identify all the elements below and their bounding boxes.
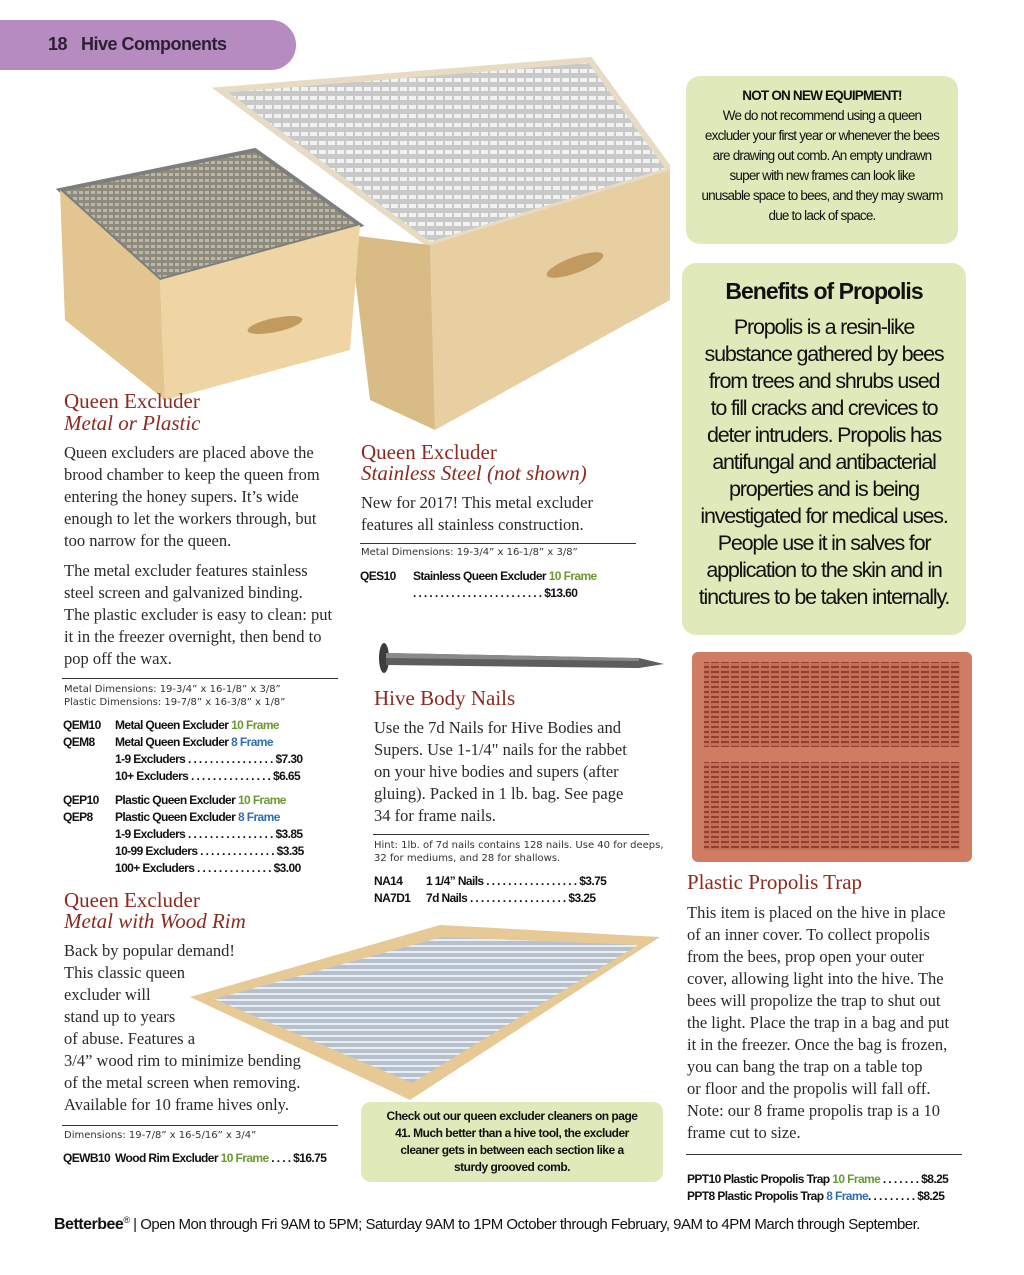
price-line: 10+ Excluders . . . . . . . . . . . . . . . $6.65	[115, 769, 301, 783]
qe-metal-plastic-title: Queen Excluder	[64, 389, 200, 413]
sku-name: Plastic Propolis Trap	[723, 1172, 833, 1186]
section-title: Hive Components	[81, 34, 227, 54]
sku-row	[687, 1188, 948, 1205]
hive-boxes-illustration	[30, 40, 670, 440]
propolis-line: properties and is being	[729, 477, 919, 501]
propolis-line: application to the skin and in	[706, 558, 942, 582]
sku-name: Plastic Propolis Trap	[717, 1189, 827, 1203]
divider	[62, 1125, 338, 1126]
cleaner-note	[363, 1108, 661, 1176]
text-line: features all stainless construction.	[361, 515, 584, 534]
sku-code: PPT10	[687, 1172, 721, 1186]
text-line: stand up to years	[64, 1007, 176, 1026]
text-line: Back by popular demand!	[64, 941, 235, 960]
price-line: 1-9 Excluders . . . . . . . . . . . . . . . . $3.85	[115, 827, 303, 841]
text-line: on your hive bodies and supers (after	[374, 762, 619, 781]
sku-code: QEP10	[63, 793, 99, 807]
sku-row	[360, 585, 597, 602]
notice-title: NOT ON NEW EQUIPMENT!	[742, 88, 902, 103]
text-line: it in the freezer. Once the bag is frozen,	[687, 1035, 948, 1054]
notice-line: super with new frames can look like	[729, 168, 915, 183]
propolis-line: tinctures to be taken internally.	[698, 585, 950, 609]
page-number: 18	[48, 34, 68, 54]
sku-code: QES10	[360, 569, 396, 583]
sku-name: Wood Rim Excluder	[115, 1151, 221, 1165]
sku-row	[63, 734, 303, 751]
text-line: steel screen and galvanized binding.	[64, 583, 303, 602]
propolis-line: investigated for medical uses.	[700, 504, 948, 528]
registered-mark: ®	[123, 1215, 130, 1225]
frame-tag: 10 Frame	[220, 1151, 269, 1165]
sku-name: Metal Queen Excluder	[115, 718, 232, 732]
frame-tag: 10 Frame	[832, 1172, 881, 1186]
sku-row	[374, 873, 606, 890]
notice-line: excluder your first year or whenever the bees	[704, 128, 940, 143]
sku-row	[63, 717, 303, 734]
divider	[62, 678, 338, 679]
store-hours: Open Mon through Fri 9AM to 5PM; Saturday 9AM to 1PM October through February, 9AM to 4PM March through September.	[140, 1216, 920, 1233]
text-line: excluder will	[64, 985, 151, 1004]
sku-row	[63, 768, 303, 785]
text-line: Supers. Use 1-1/4" nails for the rabbet	[374, 740, 627, 759]
trap-title: Plastic Propolis Trap	[687, 870, 863, 894]
divider	[373, 834, 649, 835]
divider	[360, 543, 636, 544]
sku-row	[63, 751, 303, 768]
hint-line: Hint: 1lb. of 7d nails contains 128 nails. Use 40 for deeps,	[374, 840, 664, 851]
frame-tag: 10 Frame	[237, 793, 286, 807]
text-line: Available for 10 frame hives only.	[64, 1095, 289, 1114]
sku-name: 1 1/4” Nails . . . . . . . . . . . . . . . . . $3.75	[426, 874, 607, 888]
sku-code: QEWB10	[63, 1151, 111, 1165]
sku-name: Plastic Queen Excluder	[115, 810, 238, 824]
nails-hint	[374, 839, 664, 865]
notice-line: We do not recommend using a queen	[722, 108, 922, 123]
text-line: or floor and the propolis will fall off.	[687, 1079, 931, 1098]
price-line: 10-99 Excluders . . . . . . . . . . . . . . $3.35	[115, 844, 304, 858]
sku-row	[374, 890, 606, 907]
text-line: brood chamber to keep the queen from	[64, 465, 320, 484]
sku-row	[63, 1150, 326, 1167]
notice-line: unusable space to bees, and they may swarm	[701, 188, 943, 203]
qe-wood-sku	[63, 1150, 326, 1167]
note-line: cleaner gets in between each section like a	[400, 1143, 624, 1157]
price-line: 1-9 Excluders . . . . . . . . . . . . . . . . $7.30	[115, 752, 303, 766]
sku-row	[63, 826, 304, 843]
text-line: frame cut to size.	[687, 1123, 801, 1142]
price-line: . . . . . . . . . $8.25	[868, 1189, 945, 1203]
sku-row	[63, 792, 304, 809]
brand-name: Betterbee	[54, 1216, 124, 1233]
propolis-benefits-text	[684, 314, 964, 611]
qe-stainless-subtitle: Stainless Steel (not shown)	[361, 461, 587, 485]
qe-stainless-sku	[360, 568, 597, 602]
price-line: 100+ Excluders . . . . . . . . . . . . . . $3.00	[115, 861, 301, 875]
dimension-line: Metal Dimensions: 19-3/4” x 16-1/8” x 3/8”	[64, 684, 281, 695]
text-line: 3/4” wood rim to minimize bending	[64, 1051, 301, 1070]
sku-row	[63, 843, 304, 860]
sku-code: QEM8	[63, 735, 95, 749]
propolis-trap-illustration	[690, 650, 974, 864]
hive-boxes-photo	[30, 40, 670, 440]
qe-metal-plastic-dimensions	[64, 683, 285, 709]
text-line: the light. Place the trap in a bag and put	[687, 1013, 950, 1032]
sku-code: QEP8	[63, 810, 93, 824]
propolis-line: People use it in salves for	[717, 531, 931, 555]
trap-description	[687, 902, 977, 1144]
footer-separator: |	[129, 1216, 141, 1233]
text-line: New for 2017! This metal excluder	[361, 493, 593, 512]
note-line: 41. Much better than a hive tool, the excluder	[395, 1126, 629, 1140]
text-line: cover, allowing light into the hive. The	[687, 969, 944, 988]
frame-tag: 10 Frame	[548, 569, 597, 583]
spacer	[64, 552, 354, 560]
text-line: enough to let the workers through, but	[64, 509, 317, 528]
text-line: The plastic excluder is easy to clean: put	[64, 605, 333, 624]
price-line: . . . . . . . . . . . . . . . . . . . . . . . . $13.60	[413, 586, 578, 600]
qe-metal-plastic-description	[64, 442, 354, 670]
nail-illustration	[374, 640, 670, 684]
note-line: Check out our queen excluder cleaners on page	[386, 1109, 638, 1123]
qe-metal-sku-list	[63, 717, 303, 785]
frame-tag: 10 Frame	[231, 718, 280, 732]
qe-wood-title: Queen Excluder	[64, 888, 200, 912]
sku-code: NA14	[374, 874, 403, 888]
propolis-line: deter intruders. Propolis has	[706, 423, 942, 447]
sku-code: PPT8	[687, 1189, 715, 1203]
qe-stainless-description	[361, 492, 641, 536]
frame-tag: 8 Frame	[826, 1189, 869, 1203]
frame-tag: 8 Frame	[231, 735, 273, 749]
sku-name: 7d Nails . . . . . . . . . . . . . . . . . . $3.25	[426, 891, 596, 905]
nail-photo	[374, 640, 670, 684]
text-line: pop off the wax.	[64, 649, 172, 668]
qe-wood-dimensions: Dimensions: 19-7/8” x 16-5/16” x 3/4”	[64, 1130, 257, 1141]
text-line: bees will propolize the trap to shut out	[687, 991, 941, 1010]
notice-line: due to lack of space.	[768, 208, 876, 223]
notice-line: are drawing out comb. An empty undrawn	[712, 148, 932, 163]
qe-wood-description	[64, 940, 344, 1116]
notice-text	[690, 86, 954, 226]
qe-wood-subtitle: Metal with Wood Rim	[64, 909, 246, 933]
text-line: it in the freezer overnight, then bend to	[64, 627, 322, 646]
propolis-line: to fill cracks and crevices to	[710, 396, 938, 420]
text-line: too narrow for the queen.	[64, 531, 232, 550]
text-line: This classic queen	[64, 963, 185, 982]
sku-row	[63, 809, 304, 826]
hint-line: 32 for mediums, and 28 for shallows.	[374, 853, 561, 864]
text-line: Note: our 8 frame propolis trap is a 10	[687, 1101, 940, 1120]
text-line: of abuse. Features a	[64, 1029, 196, 1048]
text-line: you can bang the trap on a table top	[687, 1057, 923, 1076]
qe-stainless-title: Queen Excluder	[361, 440, 497, 464]
qe-stainless-dimensions: Metal Dimensions: 19-3/4” x 16-1/8” x 3/8”	[361, 547, 578, 558]
propolis-line: substance gathered by bees	[704, 342, 944, 366]
propolis-line: Propolis is a resin-like	[733, 315, 915, 339]
sku-code: QEM10	[63, 718, 101, 732]
nails-title: Hive Body Nails	[374, 686, 516, 710]
sku-row	[360, 568, 597, 585]
note-line: sturdy grooved comb.	[453, 1160, 571, 1174]
qe-metal-plastic-subtitle: Metal or Plastic	[64, 411, 201, 435]
price-line: . . . . . . . $8.25	[880, 1172, 949, 1186]
text-line: The metal excluder features stainless	[64, 561, 308, 580]
text-line: entering the honey supers. It’s wide	[64, 487, 299, 506]
text-line: Use the 7d Nails for Hive Bodies and	[374, 718, 621, 737]
text-line: of the metal screen when removing.	[64, 1073, 301, 1092]
sku-row	[63, 860, 304, 877]
nails-sku-list	[374, 873, 606, 907]
frame-tag: 8 Frame	[237, 810, 280, 824]
text-line: 34 for frame nails.	[374, 806, 496, 825]
price-line: . . . . $16.75	[268, 1151, 327, 1165]
propolis-trap-photo	[690, 650, 974, 864]
nails-description	[374, 717, 654, 827]
sku-name: Plastic Queen Excluder	[115, 793, 238, 807]
propolis-line: from trees and shrubs used	[708, 369, 940, 393]
text-line: from the bees, prop open your outer	[687, 947, 924, 966]
text-line: Queen excluders are placed above the	[64, 443, 314, 462]
trap-sku-list	[687, 1171, 948, 1205]
propolis-line: antifungal and antibacterial	[712, 450, 936, 474]
footer	[54, 1215, 920, 1234]
text-line: This item is placed on the hive in place	[687, 903, 946, 922]
sku-code: NA7D1	[374, 891, 411, 905]
text-line: of an inner cover. To collect propolis	[687, 925, 930, 944]
sku-name: Metal Queen Excluder	[115, 735, 232, 749]
propolis-benefits-title: Benefits of Propolis	[725, 278, 923, 304]
text-line: gluing). Packed in 1 lb. bag. See page	[374, 784, 624, 803]
sku-name: Stainless Queen Excluder	[413, 569, 549, 583]
dimension-line: Plastic Dimensions: 19-7/8” x 16-3/8” x 1/8”	[64, 697, 286, 708]
qe-plastic-sku-list	[63, 792, 304, 877]
sku-row	[687, 1171, 948, 1188]
divider	[686, 1154, 962, 1155]
